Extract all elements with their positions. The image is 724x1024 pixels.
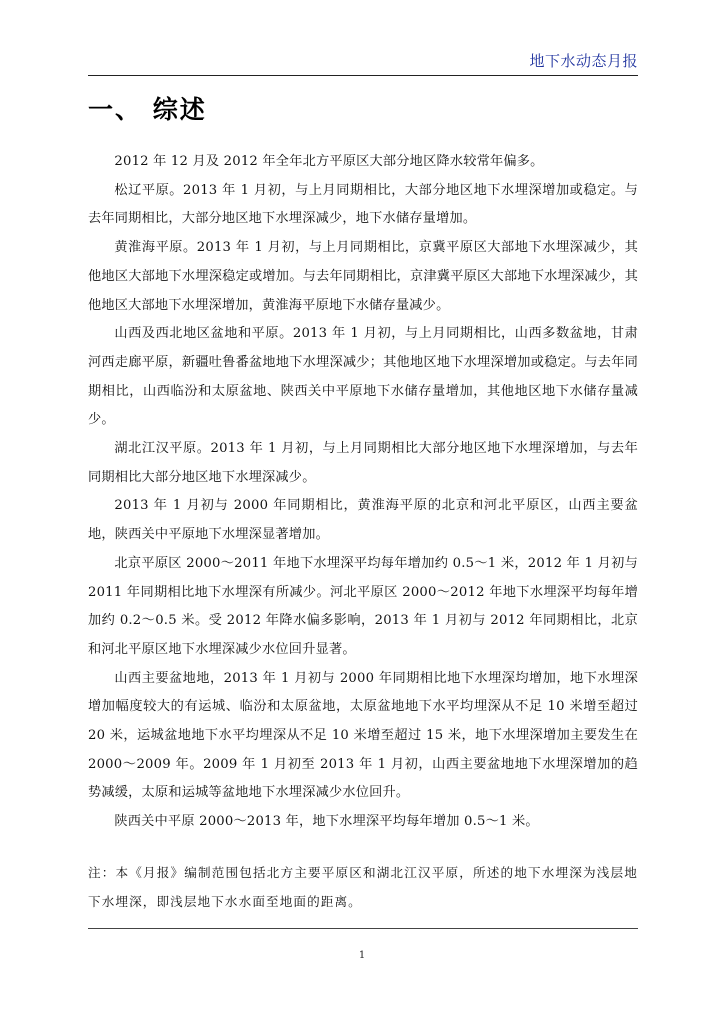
page-number: 1 [358,950,366,961]
paragraph-beijing-hebei: 北京平原区 2000～2011 年地下水埋深平均每年增加约 0.5～1 米，2012 年 1 月初与 2011 年同期相比地下水埋深有所减少。河北平原区 2000～2012 年地下水埋深平均每年增加约 0.2～0.5 米。受 2012 年降水偏多影响，2013 年 1 月初与 2012 年同期相比，北京和河北平原区地下水埋深减少水位回升显著。 [88,555,638,657]
paragraph-shanxi-northwest: 山西及西北地区盆地和平原。2013 年 1 月初，与上月同期相比，山西多数盆地，甘肃河西走廊平原，新疆吐鲁番盆地地下水埋深减少；其他地区地下水埋深增加或稳定。与去年同期相比，山西临汾和太原盆地、陕西关中平原地下水储存量增加，其他地区地下水储存量减少。 [88,326,638,428]
paragraph-summary: 2012 年 12 月及 2012 年全年北方平原区大部分地区降水较常年偏多。 [114,154,544,169]
paragraph-guanzhong: 陕西关中平原 2000～2013 年，地下水埋深平均每年增加 0.5～1 米。 [114,814,539,830]
section-heading: 一、 综述 [88,95,207,124]
header-divider [88,75,638,76]
paragraph-huanghuaihai: 黄淮海平原。2013 年 1 月初，与上月同期相比，京冀平原区大部地下水埋深减少，其他地区大部地下水埋深稳定或增加。与去年同期相比，京津冀平原区大部地下水埋深减少，其他地区大部地下水埋深增加，黄淮海平原地下水储存量减少。 [88,240,638,313]
paragraph-2000-comparison: 2013 年 1 月初与 2000 年同期相比，黄淮海平原的北京和河北平原区，山西主要盆地，陕西关中平原地下水埋深显著增加。 [88,498,638,543]
paragraph-jianghan: 湖北江汉平原。2013 年 1 月初，与上月同期相比大部分地区地下水埋深增加，与去年同期相比大部分地区地下水埋深减少。 [88,441,638,485]
header-title: 地下水动态月报 [529,52,638,70]
paragraph-songliao: 松辽平原。2013 年 1 月初，与上月同期相比，大部分地区地下水埋深增加或稳定。与去年同期相比，大部分地区地下水埋深减少，地下水储存量增加。 [88,182,638,227]
body-text [88,148,638,837]
footer-divider [88,928,638,929]
paragraph-shanxi-basins: 山西主要盆地地，2013 年 1 月初与 2000 年同期相比地下水埋深均增加，地下水埋深增加幅度较大的有运城、临汾和太原盆地，太原盆地地下水平均埋深从不足 10 米增至超过 20 米，运城盆地地下水平均埋深从不足 10 米增至超过 15 米，地下水埋深增加主要发生在 2000～2009 年。2009 年 1 月初至 2013 年 1 月初，山西主要盆地地下水埋深增加的趋势减缓，太原和运城等盆地地下水埋深减少水位回升。 [88,670,638,801]
footnote: 注：本《月报》编制范围包括北方主要平原区和湖北江汉平原，所述的地下水埋深为浅层地下水埋深，即浅层地下水水面至地面的距离。 [88,865,638,909]
